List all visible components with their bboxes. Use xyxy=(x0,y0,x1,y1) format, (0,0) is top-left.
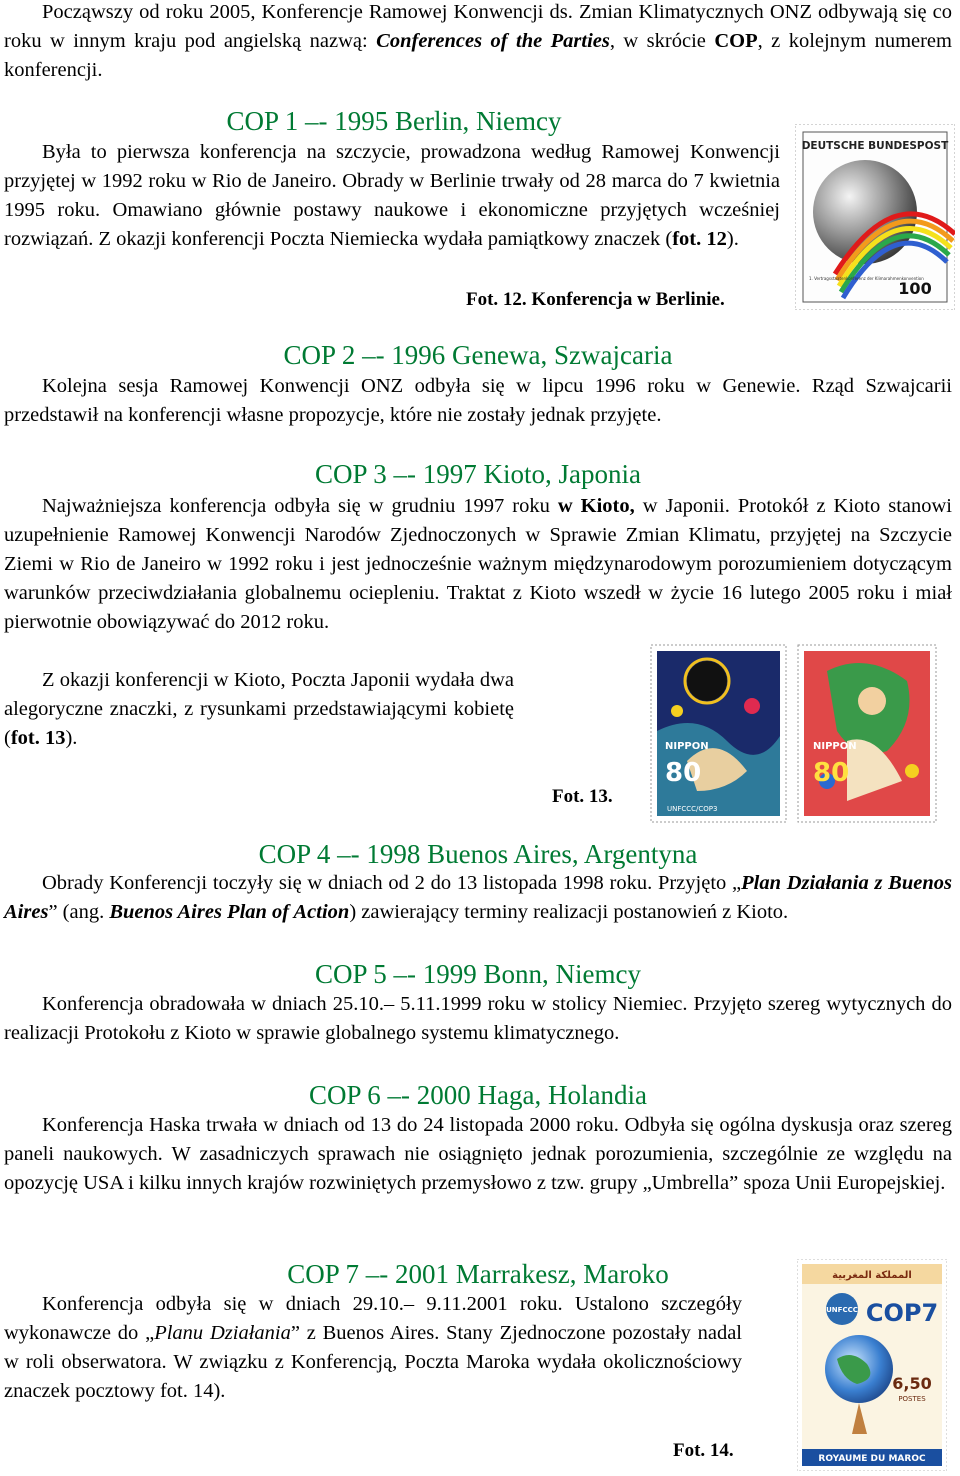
kyoto-stamps-image xyxy=(647,641,940,826)
berlin-stamp-country: DEUTSCHE BUNDESPOST xyxy=(801,140,949,152)
morocco-stamp-cop: COP7 xyxy=(865,1299,939,1327)
berlin-stamp-value: 100 xyxy=(898,279,932,298)
cop3-stamp-paragraph: Z okazji konferencji w Kioto, Poczta Japonii wydała dwa alegoryczne znaczki, z rysunkami przedstawiającymi kobietę (fot. 13). xyxy=(4,669,514,749)
kyoto-stamp-right-value: 80 xyxy=(813,758,850,788)
berlin-stamp-small-text: 1. Vertragsstaatenkonferenz der Klimarahmenkonvention xyxy=(809,276,924,281)
intro-paragraph: Począwszy od roku 2005, Konferencje Ramowej Konwencji ds. Zmian Klimatycznych ONZ odbywają się co roku w innym kraju pod angielską nazwą: Conferences of the Parties, w skrócie COP, z kolejnym numerem konferencji. xyxy=(4,1,952,81)
morocco-stamp-image xyxy=(797,1259,947,1471)
kyoto-stamp-right-country: NIPPON xyxy=(813,741,857,752)
morocco-stamp-unit: POSTES xyxy=(898,1395,926,1403)
cop1-heading: COP 1 –- 1995 Berlin, Niemcy xyxy=(226,106,562,136)
kyoto-stamp-left-value: 80 xyxy=(665,758,702,788)
morocco-stamp-value: 6,50 xyxy=(892,1374,932,1393)
kyoto-stamp-label: UNFCCC/COP3 xyxy=(667,805,718,813)
cop6-paragraph: Konferencja Haska trwała w dniach od 13 do 24 listopada 2000 roku. Odbyła się ogólna dyskusja oraz szereg paneli naukowych. W zasadniczych sprawach nie osiągnięto jednak porozumienia, szczególnie ze względu na opozycję USA i kilku innych krajów rozwiniętych przemysłowo z tzw. grupy „Umbrella” spoza Unii Europejskiej. xyxy=(4,1114,952,1194)
cop3-paragraph: Najważniejsza konferencja odbyła się w grudniu 1997 roku w Kioto, w Japonii. Protokół z Kioto stanowi uzupełnienie Ramowej Konwencji Narodów Zjednoczonych w Sprawie Zmian Klimatu, przyjętej na Szczycie Ziemi w Rio de Janeiro w 1992 roku i jest jednocześnie ważnym międzynarodowym porozumieniem dotyczącym warunków przeciwdziałania globalnemu ociepleniu. Traktat z Kioto wszedł w życie 16 lutego 2005 roku i miał pierwotnie obowiązywać do 2012 roku. xyxy=(4,495,952,633)
cop7-caption: Fot. 14. xyxy=(673,1440,734,1461)
cop5-paragraph: Konferencja obradowała w dniach 25.10.– 5.11.1999 roku w stolicy Niemiec. Przyjęto szereg wytycznych do realizacji Protokołu z Kioto w sprawie globalnego systemu klimatycznego. xyxy=(4,993,952,1044)
cop7-paragraph: Konferencja odbyła się w dniach 29.10.– 9.11.2001 roku. Ustalono szczegóły wykonawcze do „Planu Działania” z Buenos Aires. Stany Zjednoczone pozostały nadal w roli obserwatora. W związku z Konferencją, Poczta Maroka wydała okolicznościowy znaczek pocztowy fot. 14). xyxy=(4,1293,743,1402)
cop2-paragraph: Kolejna sesja Ramowej Konwencji ONZ odbyła się w lipcu 1996 roku w Genewie. Rząd Szwajcarii przedstawił na konferencji własne propozycje, które nie zostały jednak przyjęte. xyxy=(4,375,952,426)
kyoto-stamp-left-country: NIPPON xyxy=(665,741,709,752)
cop4-heading: COP 4 –- 1998 Buenos Aires, Argentyna xyxy=(258,839,698,869)
morocco-stamp-logo: UNFCCC xyxy=(826,1306,858,1314)
cop3-caption: Fot. 13. xyxy=(552,786,613,807)
cop2-heading: COP 2 –- 1996 Genewa, Szwajcaria xyxy=(283,340,673,370)
morocco-stamp-arabic: المملكة المغربية xyxy=(832,1270,912,1281)
berlin-stamp-image xyxy=(795,124,955,310)
cop6-heading: COP 6 –- 2000 Haga, Holandia xyxy=(309,1080,647,1110)
cop5-heading: COP 5 –- 1999 Bonn, Niemcy xyxy=(315,959,641,989)
cop4-paragraph: Obrady Konferencji toczyły się w dniach od 2 do 13 listopada 1998 roku. Przyjęto „Plan Działania z Buenos Aires” (ang. Buenos Aires Plan of Action) zawierający terminy realizacji postanowień z Kioto. xyxy=(4,872,952,923)
cop1-caption: Fot. 12. Konferencja w Berlinie. xyxy=(466,289,725,310)
cop7-heading: COP 7 –- 2001 Marrakesz, Maroko xyxy=(287,1259,669,1289)
cop1-paragraph: Była to pierwsza konferencja na szczycie, prowadzona według Ramowej Konwencji przyjętej w 1992 roku w Rio de Janeiro. Obrady w Berlinie trwały od 28 marca do 7 kwietnia 1995 roku. Omawiano głównie postawy naukowe i ekonomiczne przyjętych wcześniej rozwiązań. Z okazji konferencji Poczta Niemiecka wydała pamiątkowy znaczek (fot. 12). xyxy=(4,141,780,250)
morocco-stamp-country: ROYAUME DU MAROC xyxy=(818,1454,926,1464)
cop3-heading: COP 3 –- 1997 Kioto, Japonia xyxy=(315,459,641,489)
